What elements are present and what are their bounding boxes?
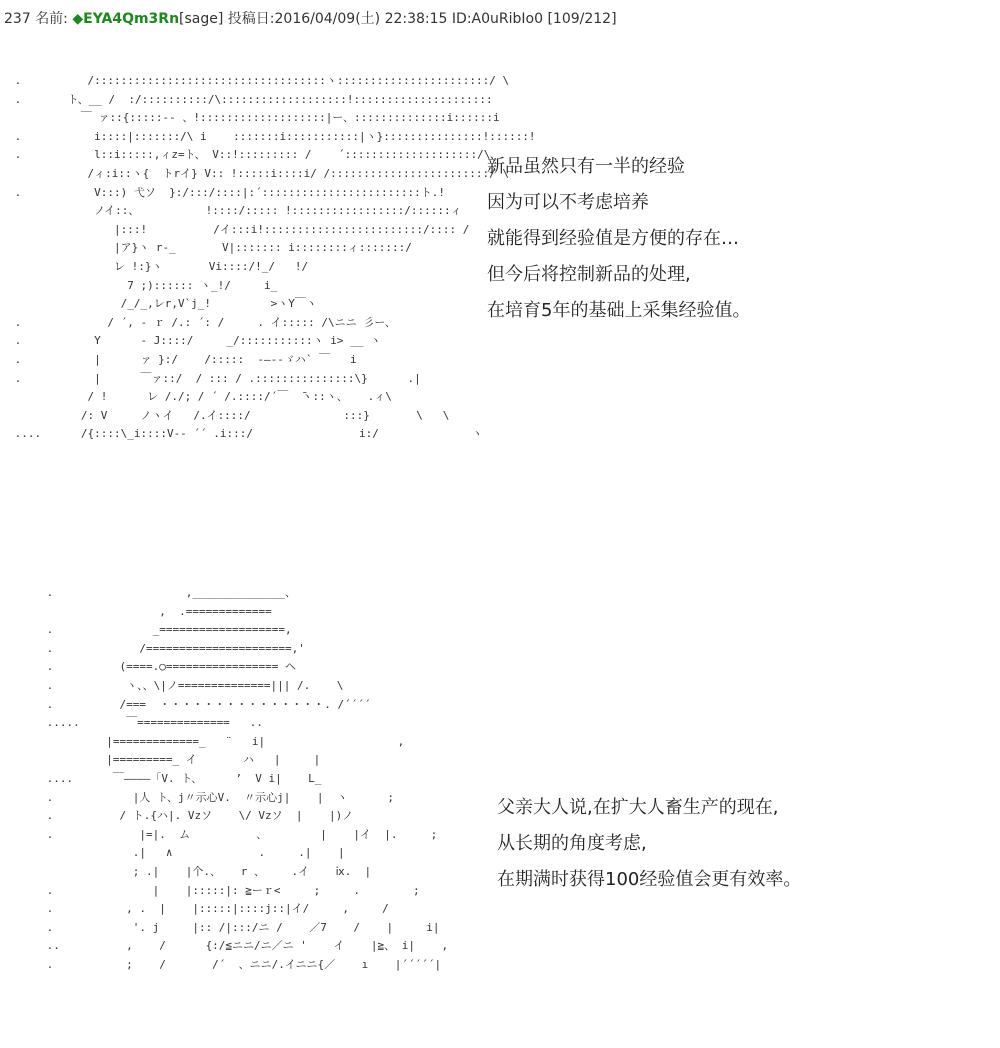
mail-field[interactable]: [sage] bbox=[179, 11, 224, 27]
dialogue-block-2 bbox=[497, 790, 987, 898]
ascii-art-character-2: . ,______________、 , .============= . _===================, . /======================,' . (====.○================= ヘ . ヽ、、\|ノ==============||| /. \ . /=== ・・・・・・・・・・・・・・・. /´´´´ ..... ￣============== .. |=============_ ¨ i| , |=========_ イ ハ | | .... ￣――――「V. ト、 ’ V i| L_ . |人 ト、j〃示心V. 〃示心j| | ヽ ; . / ト.{ハ|. Vzソ \/ Vzソ | |)ノ . |=|. ム 、 | |イ |. ; .| ∧ . .| | ; .| |个.、 r 、 .イ ⅸ. | . | |:::::|: ≧ーｒ< ; . ; . , . | |:::::|::::j::|イ/ , / . '. j |:: /|:::/ニ / ／7 / | i| .. , / {:/≦ニニ/ニ／ニ ' イ |≧、 i| , . ; / /´ 、ニニ/.イニニ{／ ı |´´´´´| bbox=[46, 586, 449, 971]
dialogue-line: 新品虽然只有一半的经验 bbox=[487, 156, 685, 177]
post-number[interactable]: 237 bbox=[4, 11, 31, 27]
dialogue-line: 在期满时获得100经验值会更有效率。 bbox=[497, 869, 802, 890]
ascii-art-character-1: . /:::::::::::::::::::::::::::::::::::ヽ:::::::::::::::::::::::/ \ . ト、__ / :/::::::::::/\:::::::::::::::::::!::::::::::::::::::::: ￣ ァ::{:::::-‐ 、!:::::::::::::::::::|ー、::::::::::::::i::::::i . i::::|:::::::/\ i :::::::i:::::::::::|ヽ}:::::::::::::::!::::::! . l::i:::::,ィz=ト、 V::!::::::::: / ´::::::::::::::::::::/\ /ィ:i::ヽ{ トrイ} V:: !:::::i::::i/ /::::::::::::::::::::::::/ \ . V:::) 弋ソ }:/:::/::::|:´::::::::::::::::::::::::ト.! ノイ::、 !::::/::::: !:::::::::::::::::/::::::ィ |:::! /イ:::i!::::::::::::::::::::::::/:::: / |ア}ヽ r-_ V|::::::: i::::::::ィ:::::::/ レ !:}ヽ Vi::::/!_/ !/ 7 ;):::::: ヽ_!/ i_ /_/_,レr,V`j_! >ヽY￣ヽ . / ´, - ｒ /.: ´: / . イ::::: /\ニニ 彡ー、 . Y - J::::/ _/:::::::::::ヽ i> __ ヽ . | ァ }:/ /::::: -―‐-ゞハ` ￣ i . | ￣ァ::/ / ::: / .:::::::::::::::\} .| / ! レ /./; / ´ /.::::/´￣ ̄ヽ::ヽ、 .ィ\ /: V ノヽイ /.イ::::/ :::} \ \ .... /{::::\_i::::V-‐ ´´ .i:::/ i:/ ヽ bbox=[14, 74, 536, 441]
dialogue-block-1 bbox=[487, 149, 987, 329]
dialogue-line: 在培育5年的基础上采集经验值。 bbox=[487, 300, 751, 321]
dialogue-line: 因为可以不考虑培养 bbox=[487, 192, 649, 213]
dialogue-line: 但今后将控制新品的处理, bbox=[487, 264, 691, 285]
post-header bbox=[4, 8, 994, 30]
post-date: 2016/04/09(土) 22:38:15 bbox=[274, 11, 448, 27]
post-id[interactable]: ID:A0uRibIo0 bbox=[451, 11, 544, 27]
dialogue-line: 就能得到经验值是方便的存在… bbox=[487, 228, 739, 249]
poster-name: ◆EYA4Qm3Rn bbox=[72, 11, 180, 27]
name-label: 名前: bbox=[35, 11, 68, 27]
dialogue-line: 父亲大人说,在扩大人畜生产的现在, bbox=[497, 797, 779, 818]
date-label: 投稿日: bbox=[227, 11, 275, 27]
dialogue-line: 从长期的角度考虑, bbox=[497, 833, 647, 854]
post-counter: [109/212] bbox=[547, 11, 617, 27]
